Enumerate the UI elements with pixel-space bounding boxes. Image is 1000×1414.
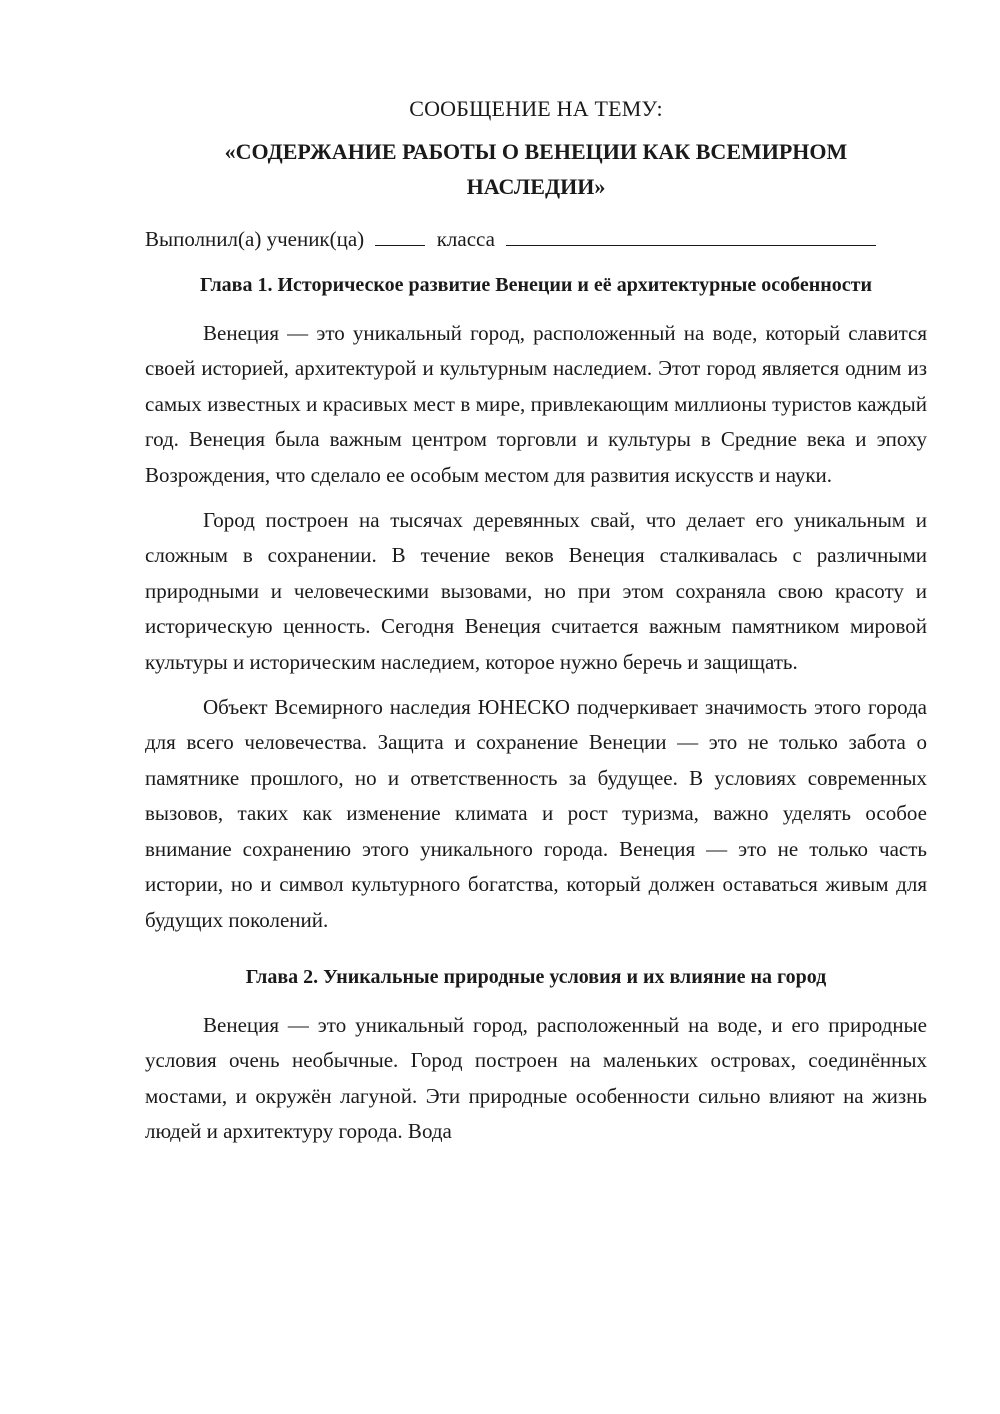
paragraph: Объект Всемирного наследия ЮНЕСКО подчеркивает значимость этого города для всего человечества. Защита и сохранение Венеции — это не только забота о памятнике прошлого, но и ответственность за будущее. В условиях современных вызовов, таких как изменение климата и рост туризма, важно уделять особое внимание сохранению этого уникального города. Венеция — это не только часть истории, но и символ культурного богатства, который должен оставаться живым для будущих поколений.: [145, 695, 927, 932]
class-number-blank: [375, 223, 425, 246]
author-line: [145, 222, 927, 256]
document-page: [145, 92, 927, 1160]
document-title-line-2: НАСЛЕДИИ»: [466, 174, 606, 199]
chapter-heading: Глава 1. Историческое развитие Венеции и её архитектурные особенности: [199, 274, 873, 296]
student-name-blank: [506, 223, 876, 246]
paragraph: Город построен на тысячах деревянных свай, что делает его уникальным и сложным в сохранении. В течение веков Венеция сталкивалась с различными природными и человеческими вызовами, но при этом сохраняла свою красоту и историческую ценность. Сегодня Венеция считается важным памятником мировой культуры и историческим наследием, которое нужно беречь и защищать.: [145, 508, 927, 674]
chapter-1: [145, 268, 927, 938]
chapter-2: [145, 960, 927, 1150]
document-title-line-1: «СОДЕРЖАНИЕ РАБОТЫ О ВЕНЕЦИИ КАК ВСЕМИРНОМ: [224, 139, 848, 164]
document-header: СООБЩЕНИЕ НА ТЕМУ:: [409, 96, 663, 121]
author-label: Выполнил(а) ученик(ца): [145, 227, 365, 251]
paragraph: Венеция — это уникальный город, расположенный на воде, который славится своей историей, архитектурой и культурным наследием. Этот город является одним из самых известных и красивых мест в мире, привлекающим миллионы туристов каждый год. Венеция была важным центром торговли и культуры в Средние века и эпоху Возрождения, что сделало ее особым местом для развития искусств и науки.: [145, 321, 927, 487]
chapter-heading: Глава 2. Уникальные природные условия и их влияние на город: [245, 965, 827, 988]
class-label: класса: [436, 227, 495, 251]
paragraph: Венеция — это уникальный город, расположенный на воде, и его природные условия очень необычные. Город построен на маленьких островах, соединённых мостами, и окружён лагуной. Эти природные особенности сильно влияют на жизнь людей и архитектуру города. Вода: [145, 1012, 927, 1144]
document-title: [145, 134, 927, 204]
